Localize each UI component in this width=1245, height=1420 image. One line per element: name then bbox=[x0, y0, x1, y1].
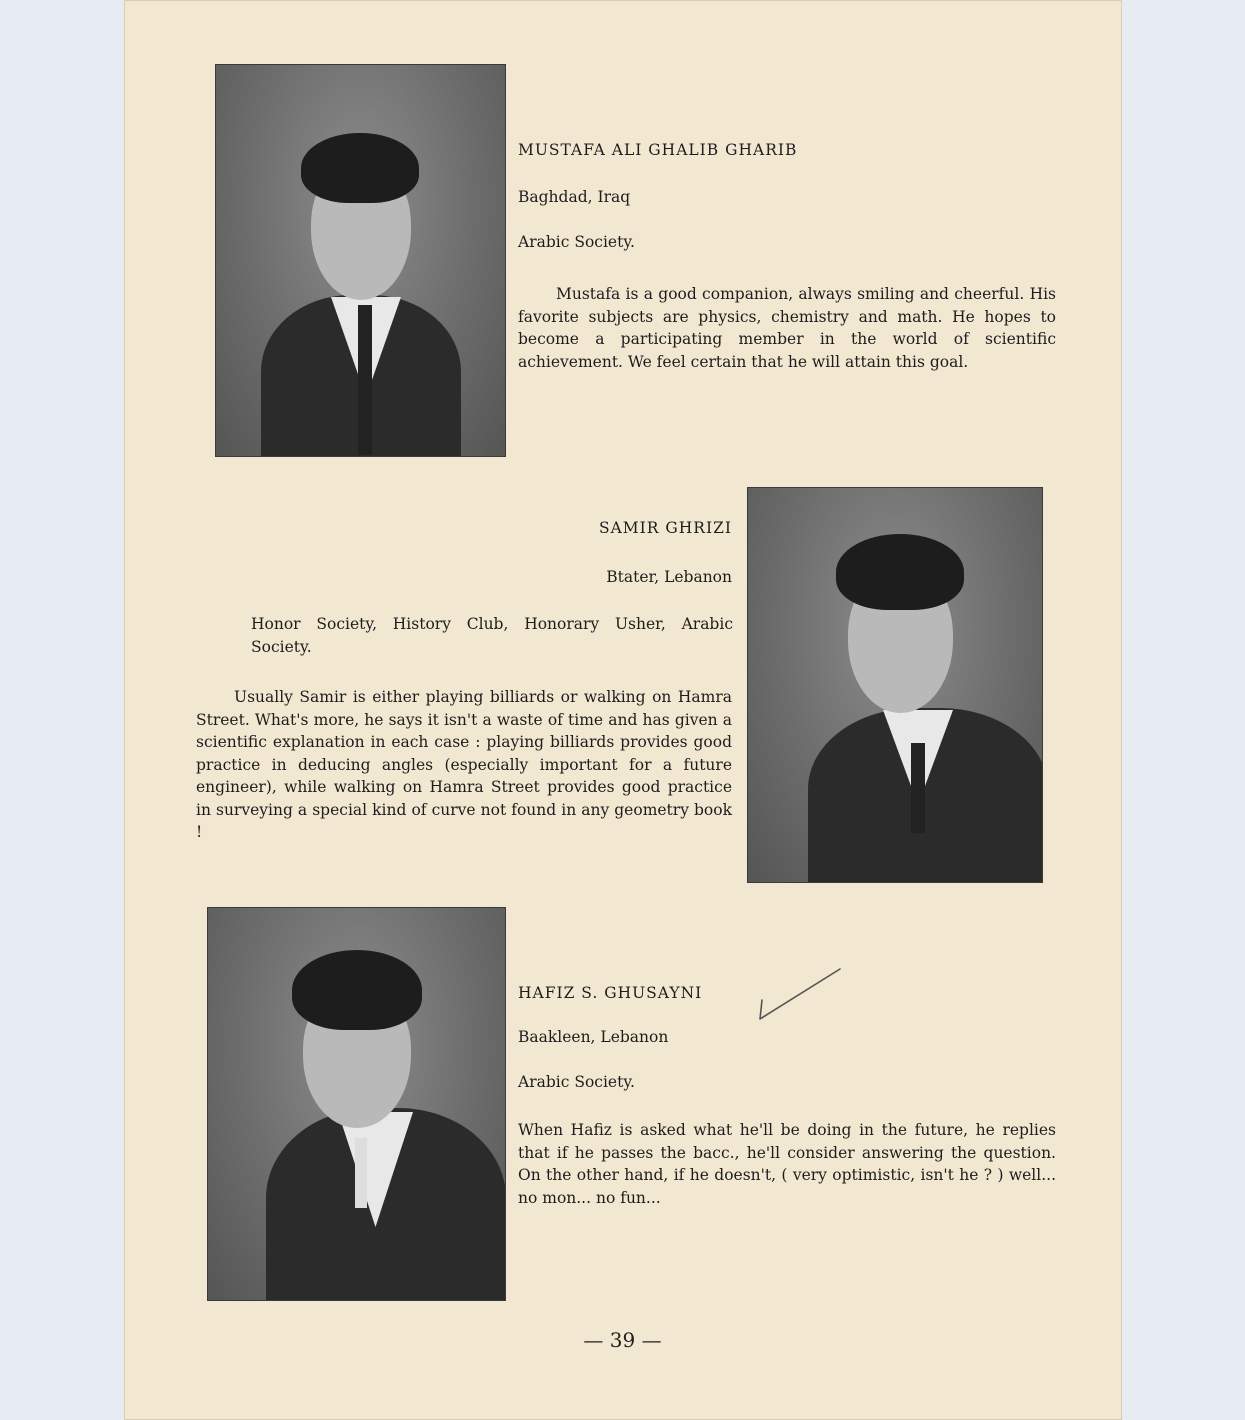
student-activities: Honor Society, History Club, Honorary Usher, Arabic Society. bbox=[251, 615, 733, 656]
student-name: SAMIR GHRIZI bbox=[599, 519, 732, 537]
student-bio: When Hafiz is asked what he'll be doing in the future, he replies that if he passes the bacc., he'll consider answering the question. On the other hand, if he doesn't, ( very optimistic, isn't he ? ) well... no mon... no fun... bbox=[518, 1121, 1056, 1207]
portrait-photo-mustafa bbox=[215, 64, 506, 457]
portrait-photo-hafiz bbox=[207, 907, 506, 1301]
page-number: — 39 — bbox=[583, 1328, 662, 1352]
student-name: MUSTAFA ALI GHALIB GHARIB bbox=[518, 141, 798, 159]
portrait-photo-samir bbox=[747, 487, 1043, 883]
checkmark-icon bbox=[752, 965, 847, 1025]
student-location: Btater, Lebanon bbox=[606, 568, 732, 586]
student-name: HAFIZ S. GHUSAYNI bbox=[518, 984, 703, 1002]
student-location: Baakleen, Lebanon bbox=[518, 1028, 669, 1046]
student-activities: Arabic Society. bbox=[518, 233, 635, 251]
student-bio: Mustafa is a good companion, always smiling and cheerful. His favorite subjects are physics, chemistry and math. He hopes to become a participating member in the world of scientific achievement. We feel certain that he will attain this goal. bbox=[518, 285, 1056, 371]
student-activities: Arabic Society. bbox=[518, 1073, 635, 1091]
student-bio: Usually Samir is either playing billiards or walking on Hamra Street. What's more, he says it isn't a waste of time and has given a scientific explanation in each case : playing billiards provides good practice in deducing angles (especially important for a future engineer), while walking on Hamra Street provides good practice in surveying a special kind of curve not found in any geometry book ! bbox=[196, 688, 732, 841]
student-location: Baghdad, Iraq bbox=[518, 188, 631, 206]
